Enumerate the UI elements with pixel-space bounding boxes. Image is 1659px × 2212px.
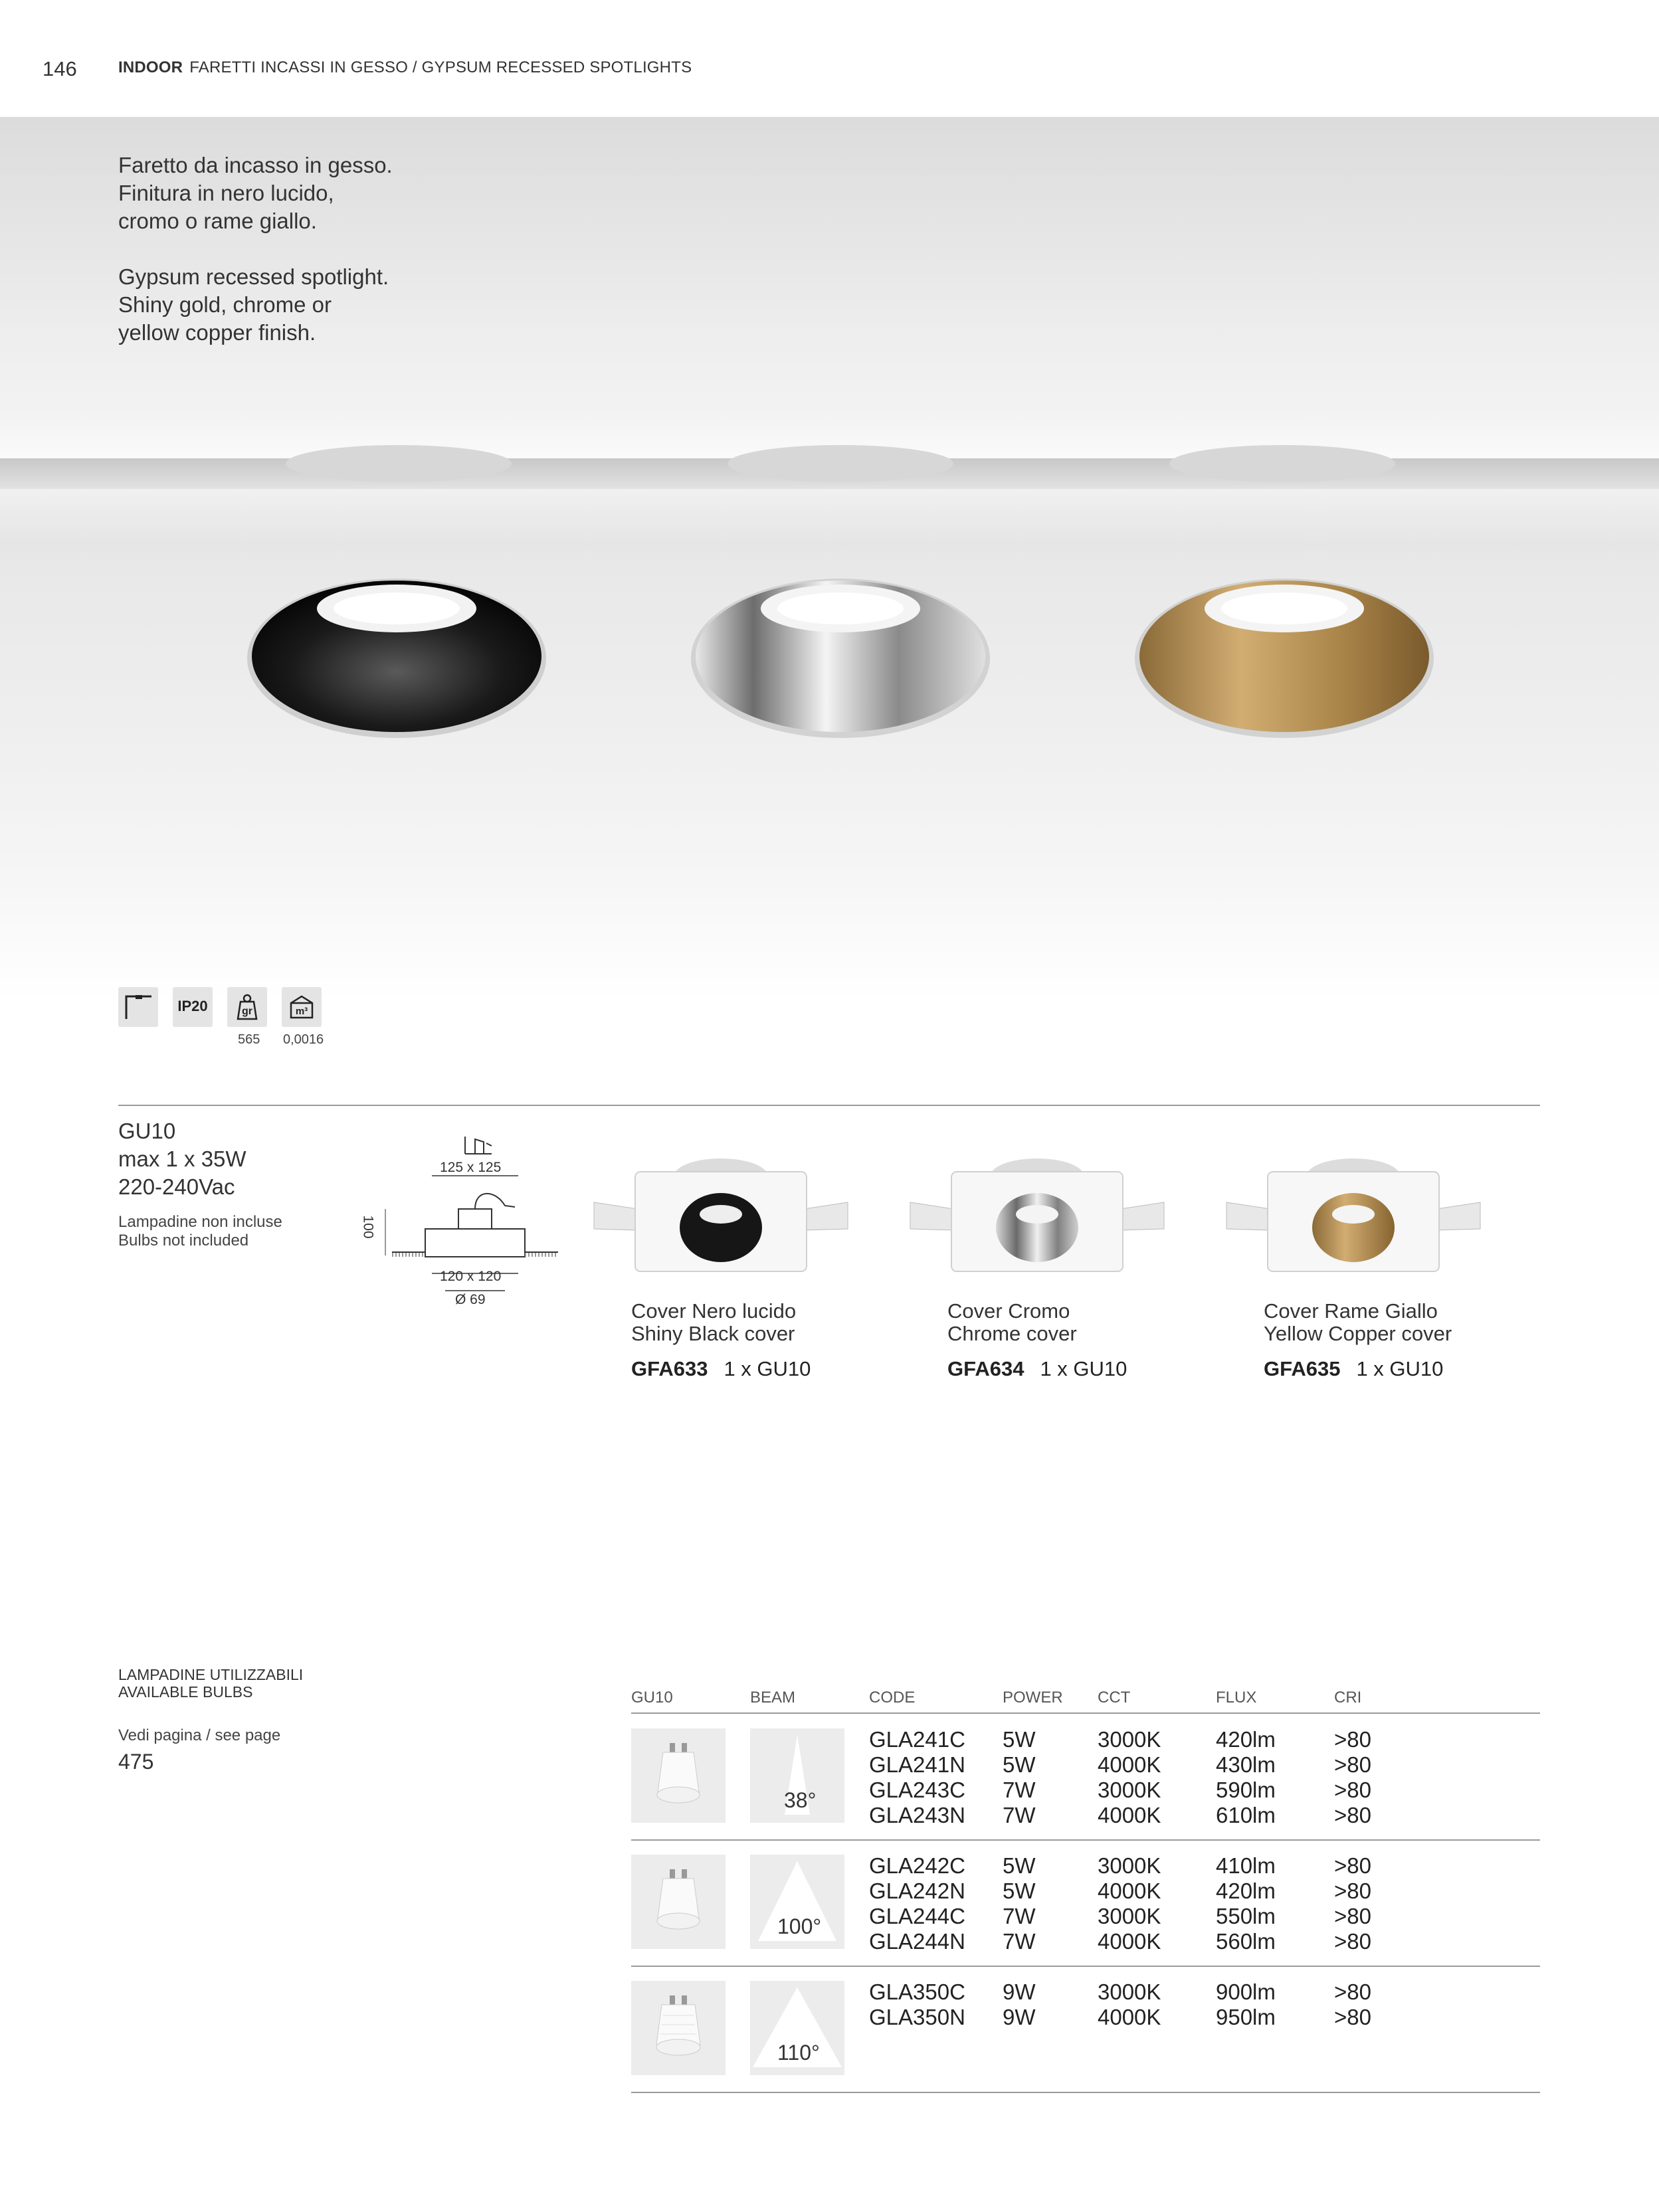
beam-value: 38° [784, 1788, 817, 1812]
product-code: GFA634 [947, 1357, 1025, 1380]
bulb-code: GLA241N [869, 1752, 965, 1777]
weight-icon: gr [227, 987, 267, 1027]
spec-block [118, 1117, 246, 1201]
spec-socket: GU10 [118, 1119, 176, 1143]
bulbs-note: Lampadine non incluse Bulbs not included [118, 1213, 282, 1249]
bulb-code: GLA244C [869, 1904, 965, 1928]
power-list: 5W 5W 7W 7W [1003, 1853, 1036, 1954]
code-list [869, 1980, 965, 2030]
product-name-en: Chrome cover [947, 1322, 1077, 1345]
col-beam: BEAM [750, 1689, 796, 1706]
cct-list: 3000K 4000K 3000K 4000K [1098, 1853, 1161, 1954]
cri-list: >80 >80 [1334, 1980, 1371, 2029]
bulb-code: GLA241C [869, 1727, 965, 1752]
ip20-icon: IP20 [173, 987, 213, 1027]
product-image-black [591, 1156, 850, 1275]
bulb-code: GLA242N [869, 1879, 965, 1903]
power-list: 5W 5W 7W 7W [1003, 1727, 1036, 1827]
flux-list: 410lm 420lm 550lm 560lm [1216, 1853, 1276, 1954]
product-code: GFA633 [631, 1357, 708, 1380]
spec-divider [118, 1105, 1540, 1106]
product-chrome [947, 1300, 1127, 1381]
cri-list: >80 >80 >80 >80 [1334, 1727, 1371, 1827]
cct-list: 3000K 4000K [1098, 1980, 1161, 2029]
bulb-code: GLA243N [869, 1803, 965, 1827]
volume-icon: m³ [282, 987, 322, 1027]
header-subtitle: FARETTI INCASSI IN GESSO / GYPSUM RECESSED SPOTLIGHTS [189, 58, 692, 76]
table-row-rule [631, 1839, 1540, 1841]
intro-italian: Faretto da incasso in gesso. Finitura in nero lucido, cromo o rame giallo. [118, 153, 393, 233]
product-name-it: Cover Cromo [947, 1299, 1070, 1323]
col-cct: CCT [1098, 1689, 1131, 1706]
see-page-number[interactable]: 475 [118, 1750, 154, 1774]
bulb-code: GLA243C [869, 1778, 965, 1802]
col-code: CODE [869, 1689, 916, 1706]
product-bulb: 1 x GU10 [1040, 1357, 1127, 1380]
bulb-image [631, 1981, 726, 2075]
table-header-rule [631, 1712, 1540, 1714]
product-black [631, 1300, 811, 1381]
spec-power: max 1 x 35W [118, 1147, 246, 1171]
product-bulb: 1 x GU10 [724, 1357, 811, 1380]
dimension-drawing [359, 1126, 558, 1325]
code-list [869, 1853, 965, 1954]
col-gu10: GU10 [631, 1689, 673, 1706]
bulb-image [631, 1728, 726, 1823]
volume-value: 0,0016 [283, 1032, 324, 1047]
col-power: POWER [1003, 1689, 1063, 1706]
flux-list: 900lm 950lm [1216, 1980, 1276, 2029]
power-list: 9W 9W [1003, 1980, 1036, 2029]
bulbs-title: LAMPADINE UTILIZZABILI AVAILABLE BULBS [118, 1666, 304, 1701]
beam-value: 110° [777, 2041, 820, 2065]
table-row-rule [631, 1966, 1540, 1967]
col-flux: FLUX [1216, 1689, 1257, 1706]
product-code: GFA635 [1264, 1357, 1341, 1380]
cct-list: 3000K 4000K 3000K 4000K [1098, 1727, 1161, 1827]
product-name-it: Cover Rame Giallo [1264, 1299, 1438, 1323]
page-header [118, 58, 692, 77]
bulb-code: GLA350N [869, 2005, 965, 2029]
table-row-rule [631, 2092, 1540, 2093]
product-image-chrome [908, 1156, 1167, 1275]
bulb-code: GLA350C [869, 1980, 965, 2004]
product-copper [1264, 1300, 1452, 1381]
chrome-spotlight [691, 579, 990, 738]
bulb-code: GLA244N [869, 1929, 965, 1954]
black-spotlight [247, 579, 546, 738]
see-page-label: Vedi pagina / see page [118, 1726, 281, 1744]
product-bulb: 1 x GU10 [1356, 1357, 1444, 1380]
bulb-code: GLA242C [869, 1853, 965, 1878]
product-name-it: Cover Nero lucido [631, 1299, 797, 1323]
ceiling-mount-icon [118, 987, 158, 1027]
beam-value: 100° [777, 1914, 822, 1938]
dim-bottom: 120 x 120 [440, 1269, 502, 1284]
col-cri: CRI [1334, 1689, 1362, 1706]
flux-list: 420lm 430lm 590lm 610lm [1216, 1727, 1276, 1827]
dim-diameter: Ø 69 [455, 1292, 486, 1307]
header-section: INDOOR [118, 58, 183, 76]
product-name-en: Shiny Black cover [631, 1322, 795, 1345]
product-name-en: Yellow Copper cover [1264, 1322, 1452, 1345]
dim-height: 100 [360, 1215, 376, 1239]
bulb-image [631, 1855, 726, 1949]
product-image-copper [1224, 1156, 1483, 1275]
spec-voltage: 220-240Vac [118, 1174, 235, 1199]
dim-top: 125 x 125 [440, 1160, 502, 1175]
cri-list: >80 >80 >80 >80 [1334, 1853, 1371, 1954]
code-list [869, 1727, 965, 1828]
weight-value: 565 [238, 1032, 260, 1047]
intro-text [118, 151, 583, 375]
copper-spotlight [1135, 579, 1434, 738]
intro-english: Gypsum recessed spotlight. Shiny gold, chrome or yellow copper finish. [118, 264, 389, 345]
page-number: 146 [43, 57, 77, 80]
